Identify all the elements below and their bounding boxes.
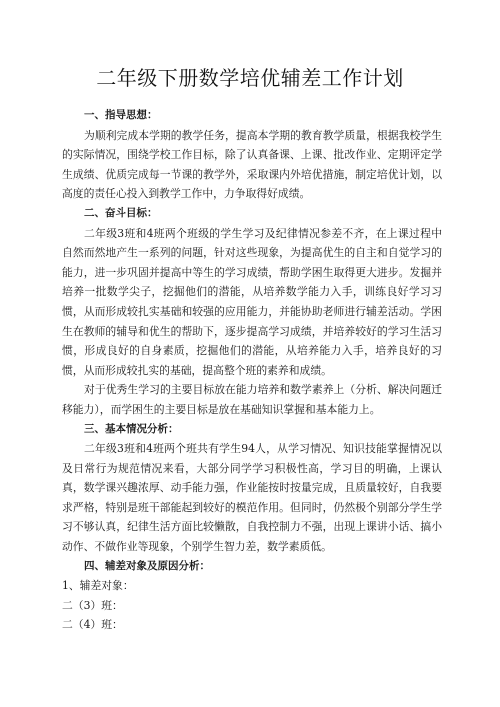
paragraph-guiding-thought: 为顺利完成本学期的教学任务，提高本学期的教育教学质量，根据我校学生的实际情况，围绕学校工作目标，除了认真备课、上课、批改作业、定期评定学生成绩、优质完成每一节课的教学外，采取课内外培优措施，制定培优计划，以高度的责任心投入到教学工作中，力争取得好成绩。 [62, 128, 442, 201]
section-heading-guiding-thought: 一、指导思想： [84, 109, 158, 121]
list-item-class-3: 二（3）班： [62, 598, 123, 612]
section-heading-situation-analysis: 三、基本情况分析： [84, 422, 179, 435]
paragraph-situation-analysis: 二年级3班和4班两个班共有学生94人，从学习情况、知识技能掌握情况以及日常行为规范情况来看，大部分同学学习积极性高，学习目的明确，上课认真，数学课兴趣浓厚、动手能力强，作业能按时按量完成，且质量较好，自我要求严格，特别是班干部能起到较好的模范作用。但同时，仍然极个别部分学生学习不够认真，纪律生活方面比较懒散，自我控制力不强，出现上课讲小话、搞小动作、不做作业等现象，个别学生智力差，数学素质低。 [62, 442, 442, 554]
document-body [62, 106, 442, 635]
list-item-tutoring-targets: 1、辅差对象： [62, 579, 134, 593]
section-heading-goals: 二、奋斗目标： [84, 206, 158, 219]
document-title: 二年级下册数学培优辅差工作计划 [96, 66, 404, 90]
paragraph-goals-1: 二年级3班和4班两个班级的学生学习及纪律情况参差不齐，在上课过程中自然而然地产生一系列的问题，针对这些现象，为提高优生的自主和自觉学习的能力，进一步巩固并提高中等生的学习成绩，帮助学困生取得更大进步。发掘并培养一批数学尖子，挖掘他们的潜能，从培养数学能力入手，训练良好学习习惯，从而形成较扎实基础和较强的应用能力，并能协助老师进行辅差活动。学困生在教师的辅导和优生的帮助下，逐步提高学习成绩，并培养较好的学习生活习惯，形成良好的自身素质，挖掘他们的潜能，从培养能力入手，培养良好的习惯，从而形成较扎实的基础，提高整个班的素养和成绩。 [62, 226, 442, 377]
list-item-class-4: 二（4）班： [62, 618, 123, 632]
section-heading-tutoring-targets: 四、辅差对象及原因分析： [84, 559, 210, 572]
paragraph-goals-2: 对于优秀生学习的主要目标放在能力培养和数学素养上（分析、解决问题迁移能力），而学困生的主要目标是放在基础知识掌握和基本能力上。 [62, 383, 442, 416]
